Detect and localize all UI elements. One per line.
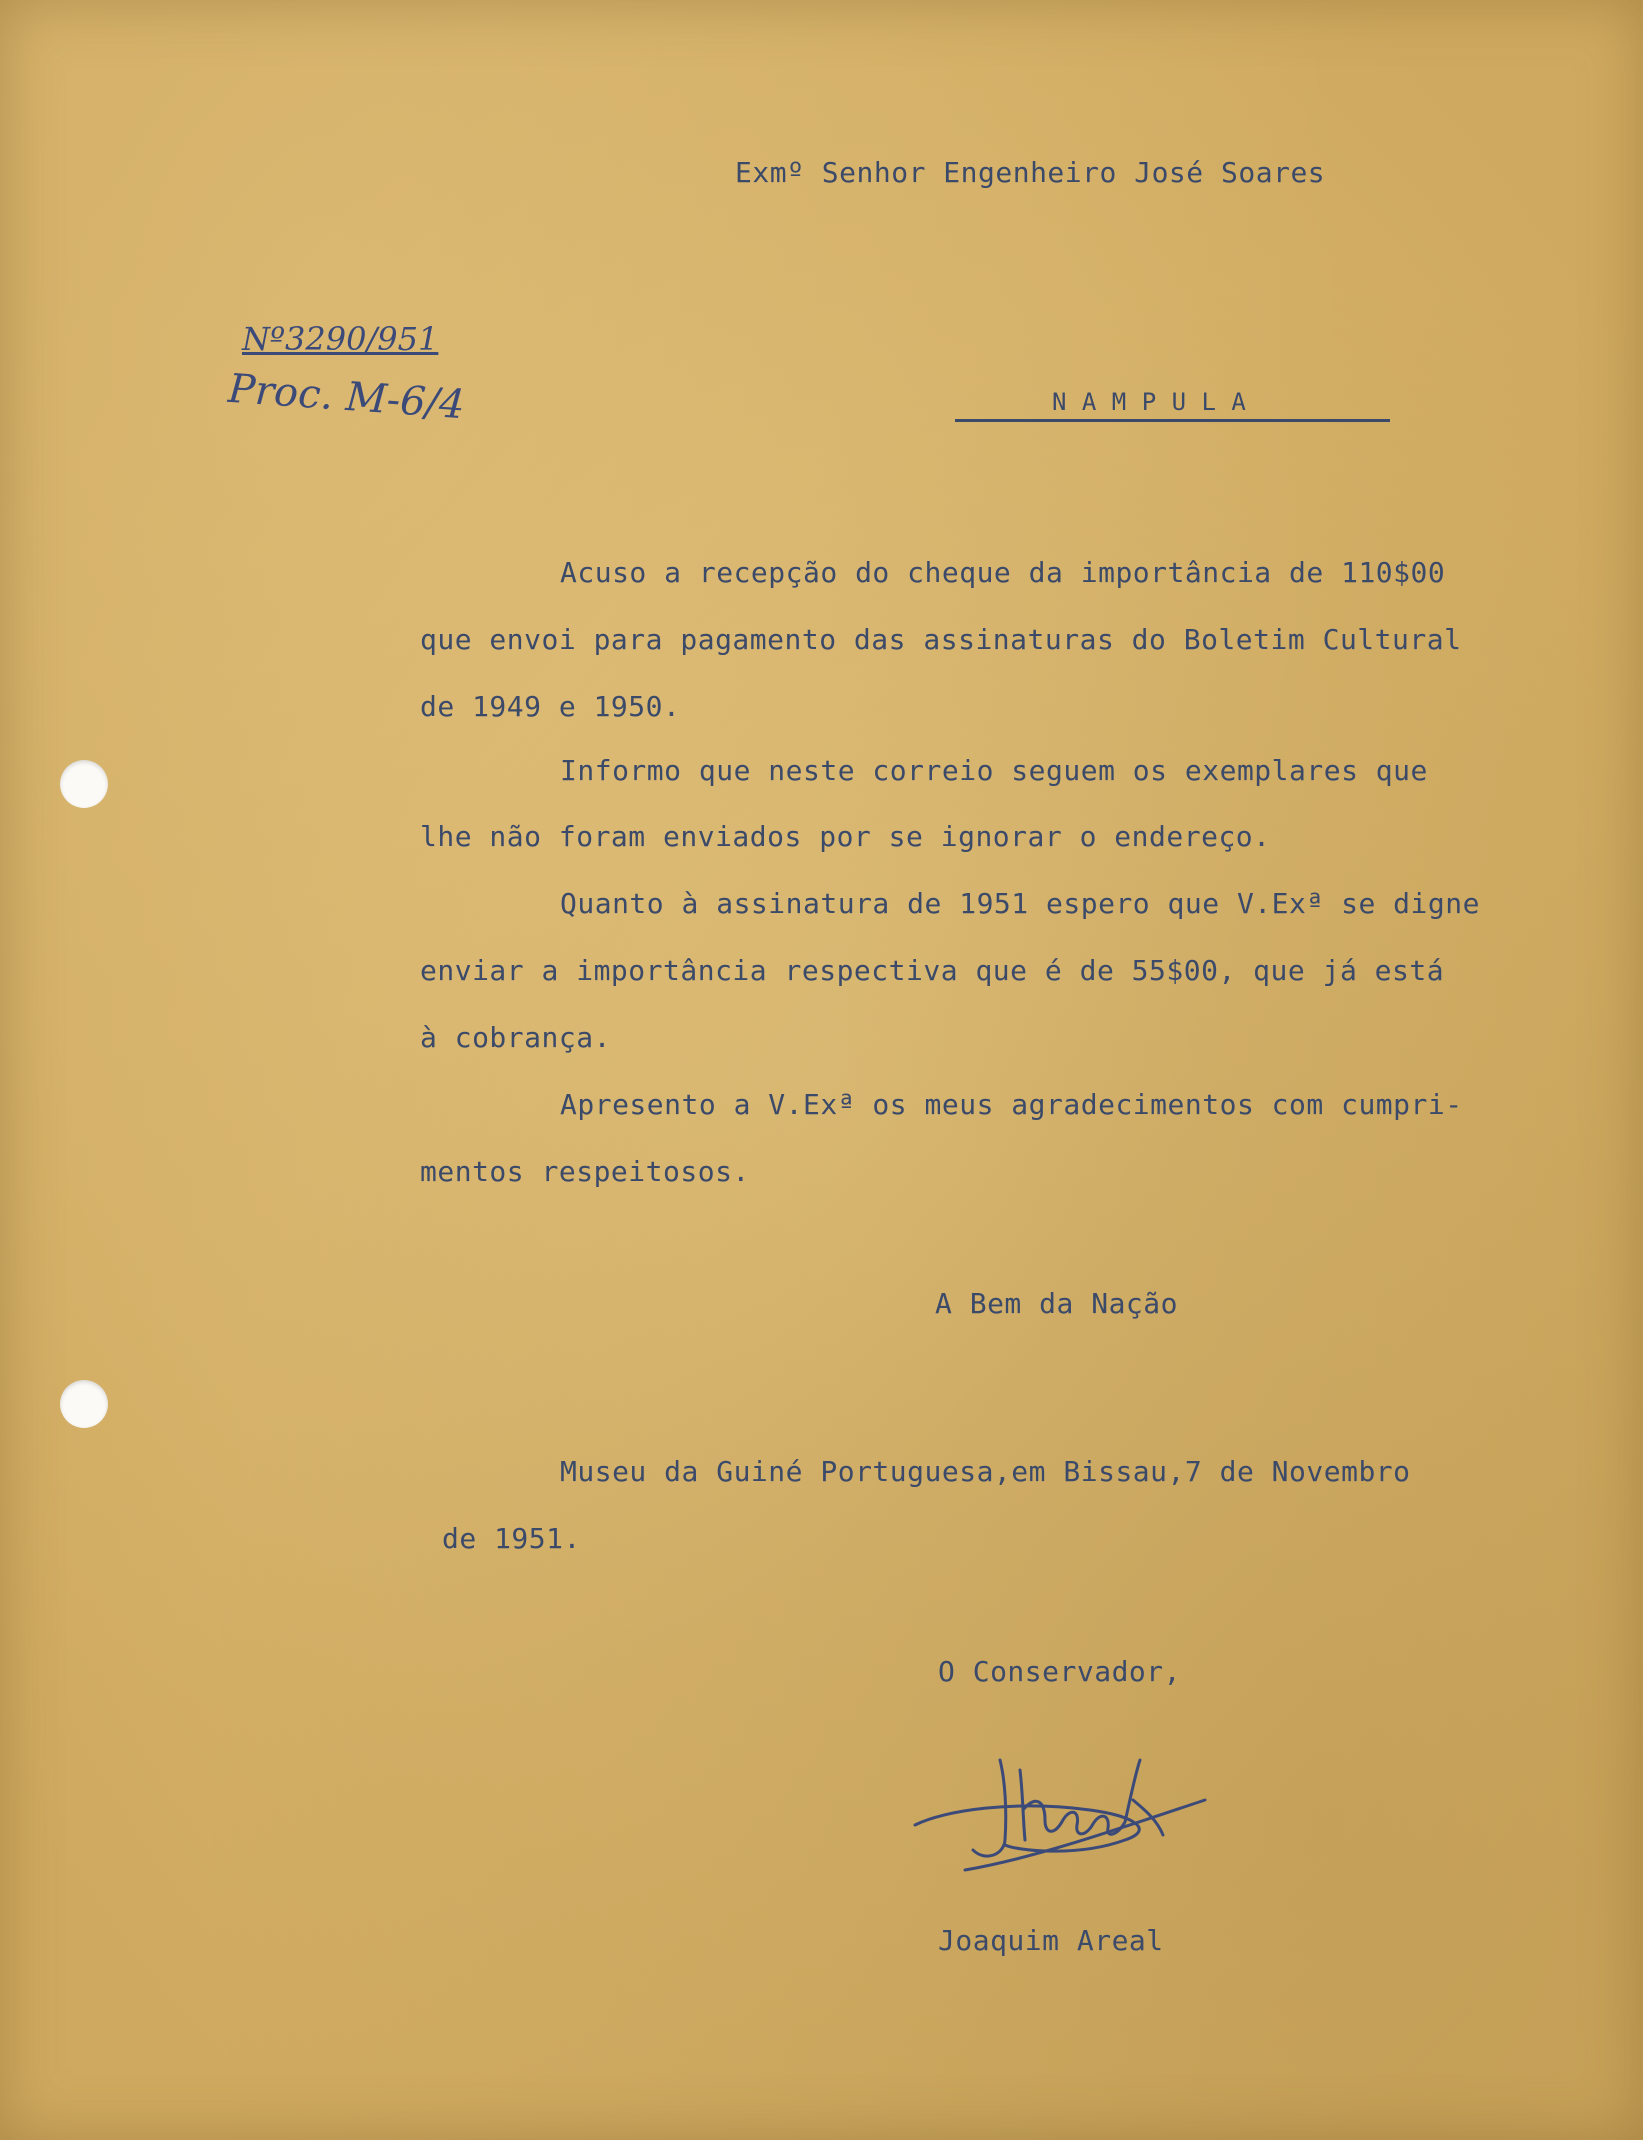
place-date-line-2: de 1951. <box>442 1522 581 1555</box>
body-line-9: Apresento a V.Exª os meus agradecimentos com cumpri- <box>560 1088 1463 1121</box>
reference-number: Nº3290/951 <box>242 320 439 358</box>
body-line-10: mentos respeitosos. <box>420 1155 750 1188</box>
punch-hole-bottom <box>60 1380 108 1428</box>
body-line-3: de 1949 e 1950. <box>420 690 681 723</box>
body-line-8: à cobrança. <box>420 1021 611 1054</box>
signatory-title: O Conservador, <box>938 1655 1182 1688</box>
reference-annotation: Proc. M-6/4 <box>226 365 467 429</box>
salutation: A Bem da Nação <box>935 1287 1179 1320</box>
punch-hole-top <box>60 760 108 808</box>
handwritten-signature <box>905 1740 1225 1890</box>
body-line-6: Quanto à assinatura de 1951 espero que V.Exª se digne <box>560 887 1480 920</box>
addressee-line: Exmº Senhor Engenheiro José Soares <box>735 156 1326 189</box>
signatory-name: Joaquim Areal <box>938 1924 1164 1957</box>
body-line-5: lhe não foram enviados por se ignorar o endereço. <box>420 820 1271 853</box>
body-line-2: que envoi para pagamento das assinaturas do Boletim Cultural <box>420 623 1462 656</box>
body-line-1: Acuso a recepção do cheque da importância de 110$00 <box>560 556 1446 589</box>
destination-city: N A M P U L A <box>1052 388 1247 416</box>
destination-underline <box>955 419 1390 422</box>
body-line-7: enviar a importância respectiva que é de 55$00, que já está <box>420 954 1445 987</box>
body-line-4: Informo que neste correio seguem os exemplares que <box>560 754 1428 787</box>
place-date-line-1: Museu da Guiné Portuguesa,em Bissau,7 de Novembro <box>560 1455 1411 1488</box>
